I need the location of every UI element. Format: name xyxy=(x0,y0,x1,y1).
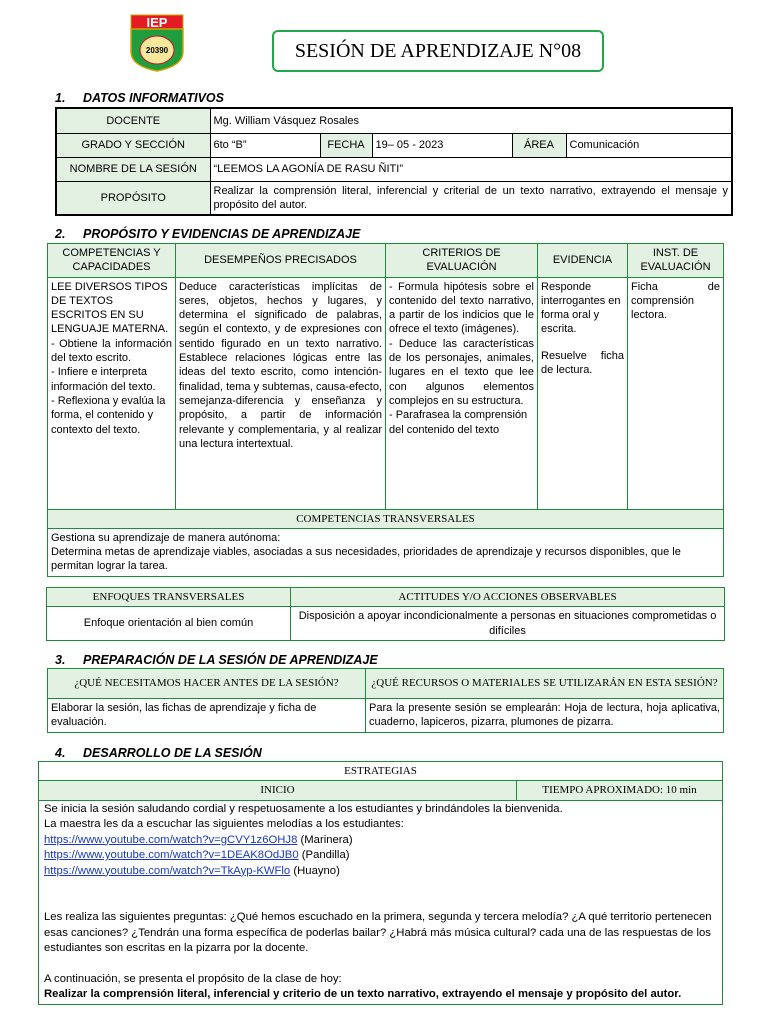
antes-value: Elaborar la sesión, las fichas de aprendizaje y ficha de evaluación. xyxy=(48,699,366,733)
inicio-paragraph: La maestra les da a escuchar las siguientes melodías a los estudiantes: xyxy=(44,818,404,831)
enfoques-table xyxy=(46,587,725,641)
evidencia-item: Resuelve ficha de lectura. xyxy=(541,349,624,377)
actitud-value: Disposición a apoyar incondicionalmente a personas en situaciones comprometidas o difíciles xyxy=(291,607,725,641)
inicio-paragraph: Se inicia la sesión saludando cordial y respetuosamente a los estudiantes y brindándoles la bienvenida. xyxy=(44,802,563,815)
melody-link-row xyxy=(44,864,717,880)
col-criterios: CRITERIOS DE EVALUACIÓN xyxy=(386,244,538,278)
section-2-title: PROPÓSITO Y EVIDENCIAS DE APRENDIZAJE xyxy=(83,227,361,241)
page-title: SESIÓN DE APRENDIZAJE N°08 xyxy=(272,30,604,72)
col-competencias: COMPETENCIAS Y CAPACIDADES xyxy=(48,244,176,278)
competencias-cell xyxy=(48,277,176,509)
nombre-sesion-value: “LEEMOS LA AGONÍA DE RASU ÑITI” xyxy=(210,157,732,181)
criterio-item: - Formula hipótesis sobre el contenido del texto narrativo, a partir de los indicios que le ofrece el texto (imágenes). xyxy=(389,280,534,336)
col-actitudes: ACTITUDES Y/O ACCIONES OBSERVABLES xyxy=(291,588,725,607)
melody-link-row xyxy=(44,833,717,849)
section-4-number: 4. xyxy=(55,746,66,760)
col-recursos: ¿QUÉ RECURSOS O MATERIALES SE UTILIZARÁN EN ESTA SESIÓN? xyxy=(366,669,724,699)
area-value: Comunicación xyxy=(566,133,732,157)
melody-link-huayno[interactable]: https://www.youtube.com/watch?v=TkAyp-KWFlo xyxy=(44,864,291,877)
tiempo-heading: TIEMPO APROXIMADO: 10 min xyxy=(517,781,723,800)
capacidad-item: - Obtiene la información del texto escrito. xyxy=(51,337,172,365)
fecha-label: FECHA xyxy=(320,133,372,157)
section-1-number: 1. xyxy=(55,91,66,105)
transversal-line: Determina metas de aprendizaje viables, asociadas a sus necesidades, prioridades de aprendizaje y recursos disponibles, que le permitan lograr la tarea. xyxy=(51,546,681,573)
inicio-heading: INICIO xyxy=(39,781,517,800)
transversales-cell xyxy=(48,528,724,576)
evidencia-item: Responde interrogantes en forma oral y escrita. xyxy=(541,280,621,336)
capacidad-item: - Infiere e interpreta información del texto. xyxy=(51,366,156,393)
grado-value: 6to “B” xyxy=(210,133,320,157)
col-antes: ¿QUÉ NECESITAMOS HACER ANTES DE LA SESIÓN? xyxy=(48,669,366,699)
section-2-heading xyxy=(55,227,360,241)
inicio-content xyxy=(39,800,723,1004)
inicio-paragraph: Les realiza las siguientes preguntas: ¿Qué hemos escuchado en la primera, segunda y tercera melodía? ¿A qué territorio pertenecen esas canciones? ¿Tendrán una forma específica de poderlas bailar? ¿Habrá más música cultural? cada una de las respuestas de los estudiantes son escritas en la pizarra por la docente. xyxy=(44,911,712,955)
evidencias-table xyxy=(47,243,724,577)
transversales-heading: COMPETENCIAS TRANSVERSALES xyxy=(48,509,724,528)
logo-number: 20390 xyxy=(145,46,169,55)
section-1-title: DATOS INFORMATIVOS xyxy=(83,91,224,105)
col-instrumento: INST. DE EVALUACIÓN xyxy=(628,244,724,278)
col-enfoques: ENFOQUES TRANSVERSALES xyxy=(47,588,291,607)
capacidad-item: - Reflexiona y evalúa la forma, el contenido y contexto del texto. xyxy=(51,394,166,436)
recursos-value: Para la presente sesión se emplearán: Hoja de lectura, hoja aplicativa, cuaderno, lapiceros, pizarra, plumones de pizarra. xyxy=(366,699,724,733)
melody-link-marinera[interactable]: https://www.youtube.com/watch?v=gCVY1z6OHJ8 xyxy=(44,833,298,846)
section-1-heading xyxy=(55,91,224,105)
section-4-heading xyxy=(55,746,262,760)
competencia-title: LEE DIVERSOS TIPOS DE TEXTOS ESCRITOS EN SU LENGUAJE MATERNA. xyxy=(51,280,169,336)
section-4-title: DESARROLLO DE LA SESIÓN xyxy=(83,746,262,760)
criterio-item: - Parafrasea la comprensión del contenido del texto xyxy=(389,409,528,436)
section-3-title: PREPARACIÓN DE LA SESIÓN DE APRENDIZAJE xyxy=(83,653,378,667)
section-3-number: 3. xyxy=(55,653,66,667)
col-evidencia: EVIDENCIA xyxy=(538,244,628,278)
grado-label: GRADO Y SECCIÓN xyxy=(56,133,210,157)
proposito-value: Realizar la comprensión literal, inferencial y criterial de un texto narrativo, extrayendo el mensaje y propósito del autor. xyxy=(210,181,732,215)
evidencia-cell xyxy=(538,277,628,509)
enfoque-value: Enfoque orientación al bien común xyxy=(47,607,291,641)
datos-table xyxy=(55,107,733,216)
logo-text: IEP xyxy=(146,15,168,30)
preparacion-table xyxy=(47,668,724,733)
fecha-value: 19– 05 - 2023 xyxy=(372,133,512,157)
transversal-line: Gestiona su aprendizaje de manera autónoma: xyxy=(51,531,281,544)
estrategias-heading: ESTRATEGIAS xyxy=(39,762,723,781)
docente-value: Mg. William Vásquez Rosales xyxy=(210,108,732,133)
melody-label: (Marinera) xyxy=(300,833,353,846)
inicio-paragraph: A continuación, se presenta el propósito de la clase de hoy: xyxy=(44,972,342,985)
section-2-number: 2. xyxy=(55,227,66,241)
school-logo xyxy=(130,14,184,72)
melody-link-pandilla[interactable]: https://www.youtube.com/watch?v=1DEAK8OdJB0 xyxy=(44,849,299,862)
col-desempenos: DESEMPEÑOS PRECISADOS xyxy=(176,244,386,278)
melody-link-row xyxy=(44,848,717,864)
desarrollo-table xyxy=(38,761,723,1005)
melody-label: (Pandilla) xyxy=(301,849,350,862)
proposito-statement: Realizar la comprensión literal, inferencial y criterio de un texto narrativo, extrayendo el mensaje y propósito del autor. xyxy=(44,988,682,1001)
docente-label: DOCENTE xyxy=(56,108,210,133)
area-label: ÁREA xyxy=(512,133,566,157)
proposito-label: PROPÓSITO xyxy=(56,181,210,215)
criterio-item: - Deduce las características de los personajes, animales, lugares en el texto que lee con algunos elementos complejos en su estructura. xyxy=(389,337,534,407)
section-3-heading xyxy=(55,653,378,667)
nombre-sesion-label: NOMBRE DE LA SESIÓN xyxy=(56,157,210,181)
criterios-cell xyxy=(386,277,538,509)
instrumento-cell: Ficha de comprensión lectora. xyxy=(628,277,724,509)
melody-label: (Huayno) xyxy=(293,864,340,877)
desempenos-cell: Deduce características implícitas de seres, objetos, hechos y lugares, y determina el significado de palabras, según el contexto, y de expresiones con sentido figurado en un texto narrativo. Establece relaciones lógicas entre las ideas del texto escrito, como intención-finalidad, tema y subtemas, causa-efecto, semejanza-diferencia y enseñanza y propósito, a partir de información relevante y complementaria, y al realizar una lectura intertextual. xyxy=(176,277,386,509)
